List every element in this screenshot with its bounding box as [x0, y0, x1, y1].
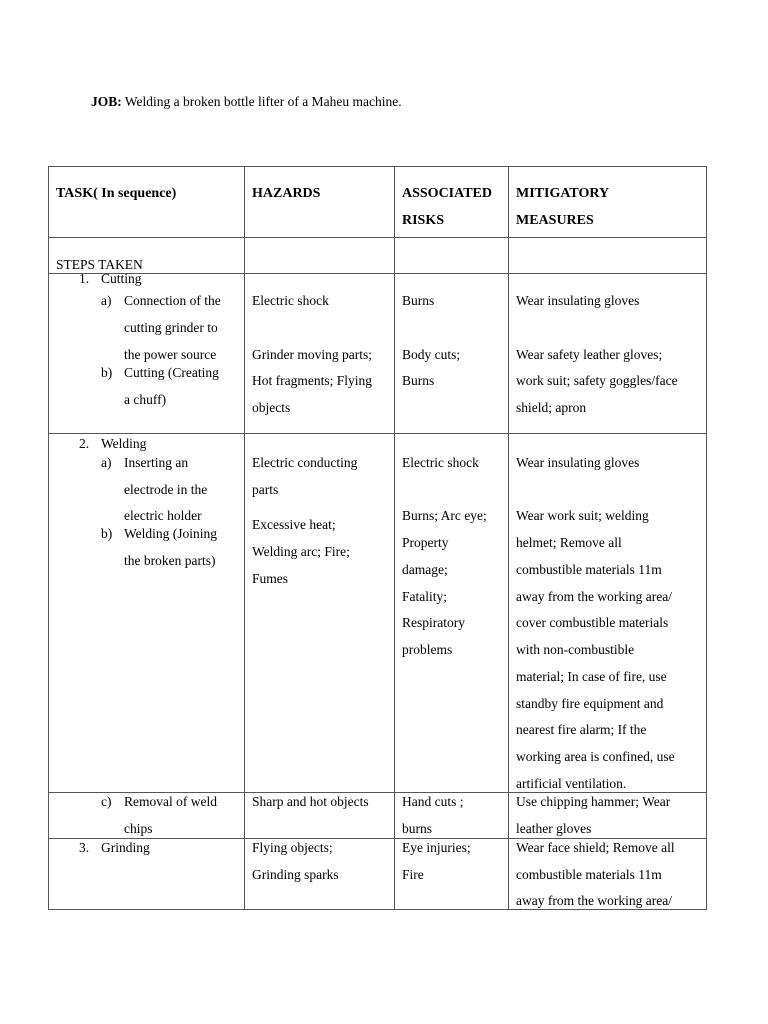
substep-label: a) [101, 455, 112, 470]
risk-text: damage; [402, 562, 448, 577]
substep-text-line: Removal of weld [124, 794, 217, 809]
table-column-divider [508, 166, 509, 909]
table-border-left [48, 166, 49, 909]
measure-text: working area is confined, use [516, 749, 675, 764]
measure-text: Wear face shield; Remove all [516, 840, 675, 855]
hazard-text: Welding arc; Fire; [252, 544, 350, 559]
measure-text: Wear safety leather gloves; [516, 347, 663, 362]
substep-text-line: the power source [124, 347, 217, 362]
job-description: Welding a broken bottle lifter of a Maheu machine. [121, 94, 402, 109]
risk-text: Property [402, 535, 449, 550]
substep-text-line: Connection of the [124, 293, 221, 308]
job-line [91, 94, 402, 110]
substep-text-line: the broken parts) [124, 553, 216, 568]
header-measures-line1: MITIGATORY [516, 186, 610, 201]
header-risks-line1: ASSOCIATED [402, 186, 492, 201]
risk-text: Body cuts; [402, 347, 461, 362]
step-number: 3. [79, 840, 90, 855]
risk-text: Burns; Arc eye; [402, 508, 487, 523]
step-title-cutting: Cutting [101, 271, 142, 286]
steps-taken-label: STEPS TAKEN [56, 257, 143, 272]
hazard-text: Sharp and hot objects [252, 794, 369, 809]
risk-text: problems [402, 642, 453, 657]
substep-text-line: Inserting an [124, 455, 189, 470]
risk-text: burns [402, 821, 432, 836]
table-divider [48, 273, 707, 274]
measure-text: away from the working area/ [516, 893, 672, 908]
measure-text: helmet; Remove all [516, 535, 622, 550]
substep-label: a) [101, 293, 112, 308]
measure-text: Wear insulating gloves [516, 293, 640, 308]
hazard-text: Fumes [252, 571, 289, 586]
measure-text: leather gloves [516, 821, 592, 836]
measure-text: combustible materials 11m [516, 867, 662, 882]
table-border-top [48, 166, 707, 167]
hazard-text: objects [252, 400, 291, 415]
header-hazards: HAZARDS [252, 186, 321, 201]
hazard-text: Grinder moving parts; [252, 347, 372, 362]
risk-text: Hand cuts ; [402, 794, 464, 809]
measure-text: shield; apron [516, 400, 587, 415]
hazard-text: Grinding sparks [252, 867, 339, 882]
risk-text: Respiratory [402, 615, 465, 630]
header-task: TASK( In sequence) [56, 186, 177, 201]
risk-text: Eye injuries; [402, 840, 471, 855]
measure-text: cover combustible materials [516, 615, 669, 630]
table-divider [48, 433, 707, 434]
step-number: 2. [79, 436, 90, 451]
substep-text-line: cutting grinder to [124, 320, 218, 335]
hazard-text: Electric shock [252, 293, 329, 308]
step-title-welding: Welding [101, 436, 147, 451]
substep-label: c) [101, 794, 112, 809]
risk-text: Fatality; [402, 589, 447, 604]
job-label: JOB: [91, 94, 122, 109]
substep-label: b) [101, 365, 113, 380]
measure-text: artificial ventilation. [516, 776, 627, 791]
measure-text: with non-combustible [516, 642, 635, 657]
measure-text: Use chipping hammer; Wear [516, 794, 671, 809]
risk-text: Burns [402, 293, 435, 308]
hazard-text: Excessive heat; [252, 517, 336, 532]
header-measures-line2: MEASURES [516, 213, 594, 228]
table-divider [48, 237, 707, 238]
measure-text: Wear work suit; welding [516, 508, 649, 523]
risk-text: Electric shock [402, 455, 479, 470]
hazard-text: Electric conducting [252, 455, 358, 470]
hazard-text: Flying objects; [252, 840, 333, 855]
hazard-text: parts [252, 482, 279, 497]
step-number: 1. [79, 271, 90, 286]
hazard-text: Hot fragments; Flying [252, 373, 372, 388]
measure-text: material; In case of fire, use [516, 669, 667, 684]
substep-text-line: Welding (Joining [124, 526, 218, 541]
risk-text: Fire [402, 867, 424, 882]
substep-text-line: chips [124, 821, 153, 836]
step-title-grinding: Grinding [101, 840, 150, 855]
table-column-divider [244, 166, 245, 909]
substep-text-line: a chuff) [124, 392, 167, 407]
table-border-right [706, 166, 707, 909]
measure-text: combustible materials 11m [516, 562, 662, 577]
risk-text: Burns [402, 373, 435, 388]
substep-text-line: electric holder [124, 508, 202, 523]
substep-text-line: electrode in the [124, 482, 208, 497]
measure-text: nearest fire alarm; If the [516, 722, 647, 737]
measure-text: away from the working area/ [516, 589, 672, 604]
measure-text: standby fire equipment and [516, 696, 664, 711]
header-risks-line2: RISKS [402, 213, 445, 228]
measure-text: work suit; safety goggles/face [516, 373, 678, 388]
substep-text-line: Cutting (Creating [124, 365, 219, 380]
substep-label: b) [101, 526, 113, 541]
measure-text: Wear insulating gloves [516, 455, 640, 470]
table-column-divider [394, 166, 395, 909]
